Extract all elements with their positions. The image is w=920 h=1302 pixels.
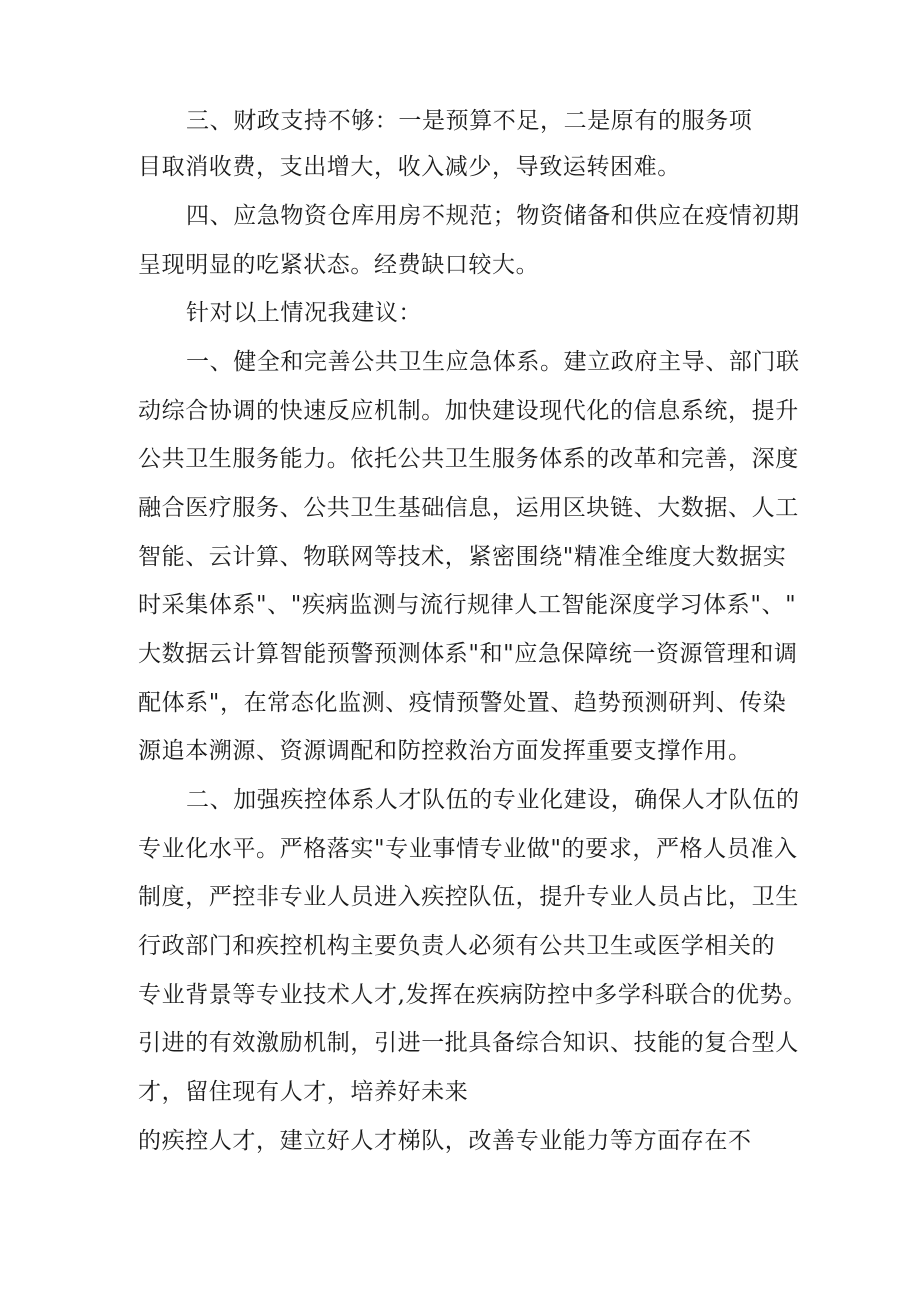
paragraph-line: 才，留住现有人才，培养好未来	[138, 1079, 469, 1105]
paragraph-line: 针对以上情况我建议：	[186, 300, 422, 326]
paragraph-line: 源追本溯源、资源调配和防控救治方面发挥重要支撑作用。	[138, 738, 752, 764]
paragraph-line: 融合医疗服务、公共卫生基础信息，运用区块链、大数据、人工	[138, 495, 799, 521]
paragraph-line: 专业化水平。严格落实"专业事情专业做"的要求，严格人员准入	[138, 836, 798, 862]
paragraph-line: 公共卫生服务能力。依托公共卫生服务体系的改革和完善，深度	[138, 446, 799, 472]
paragraph-line: 专业背景等专业技术人才,发挥在疾病防控中多学科联合的优势。	[138, 982, 807, 1008]
paragraph-line: 呈现明显的吃紧状态。经费缺口较大。	[138, 252, 540, 278]
paragraph-line: 一、健全和完善公共卫生应急体系。建立政府主导、部门联	[186, 349, 800, 375]
paragraph-line: 动综合协调的快速反应机制。加快建设现代化的信息系统，提升	[138, 398, 799, 424]
paragraph-line: 智能、云计算、物联网等技术，紧密围绕"精准全维度大数据实	[138, 544, 787, 570]
paragraph-line: 三、财政支持不够：一是预算不足，二是原有的服务项	[186, 108, 753, 134]
paragraph-line: 时采集体系"、"疾病监测与流行规律人工智能深度学习体系"、"	[138, 592, 797, 618]
paragraph-line: 的疾控人才，建立好人才梯队，改善专业能力等方面存在不	[138, 1128, 752, 1154]
paragraph-line: 二、加强疾控体系人才队伍的专业化建设，确保人才队伍的	[186, 787, 800, 813]
paragraph-line: 目取消收费，支出增大，收入减少，导致运转困难。	[138, 154, 681, 180]
paragraph-line: 行政部门和疾控机构主要负责人必须有公共卫生或医学相关的	[138, 933, 776, 959]
paragraph-line: 制度，严控非专业人员进入疾控队伍，提升专业人员占比，卫生	[138, 884, 799, 910]
paragraph-line: 引进的有效激励机制，引进一批具备综合知识、技能的复合型人	[138, 1030, 799, 1056]
paragraph-line: 配体系"，在常态化监测、疫情预警处置、趋势预测研判、传染	[138, 690, 787, 716]
paragraph-line: 大数据云计算智能预警预测体系"和"应急保障统一资源管理和调	[138, 641, 798, 667]
paragraph-line: 四、应急物资仓库用房不规范；物资储备和供应在疫情初期	[186, 203, 800, 229]
